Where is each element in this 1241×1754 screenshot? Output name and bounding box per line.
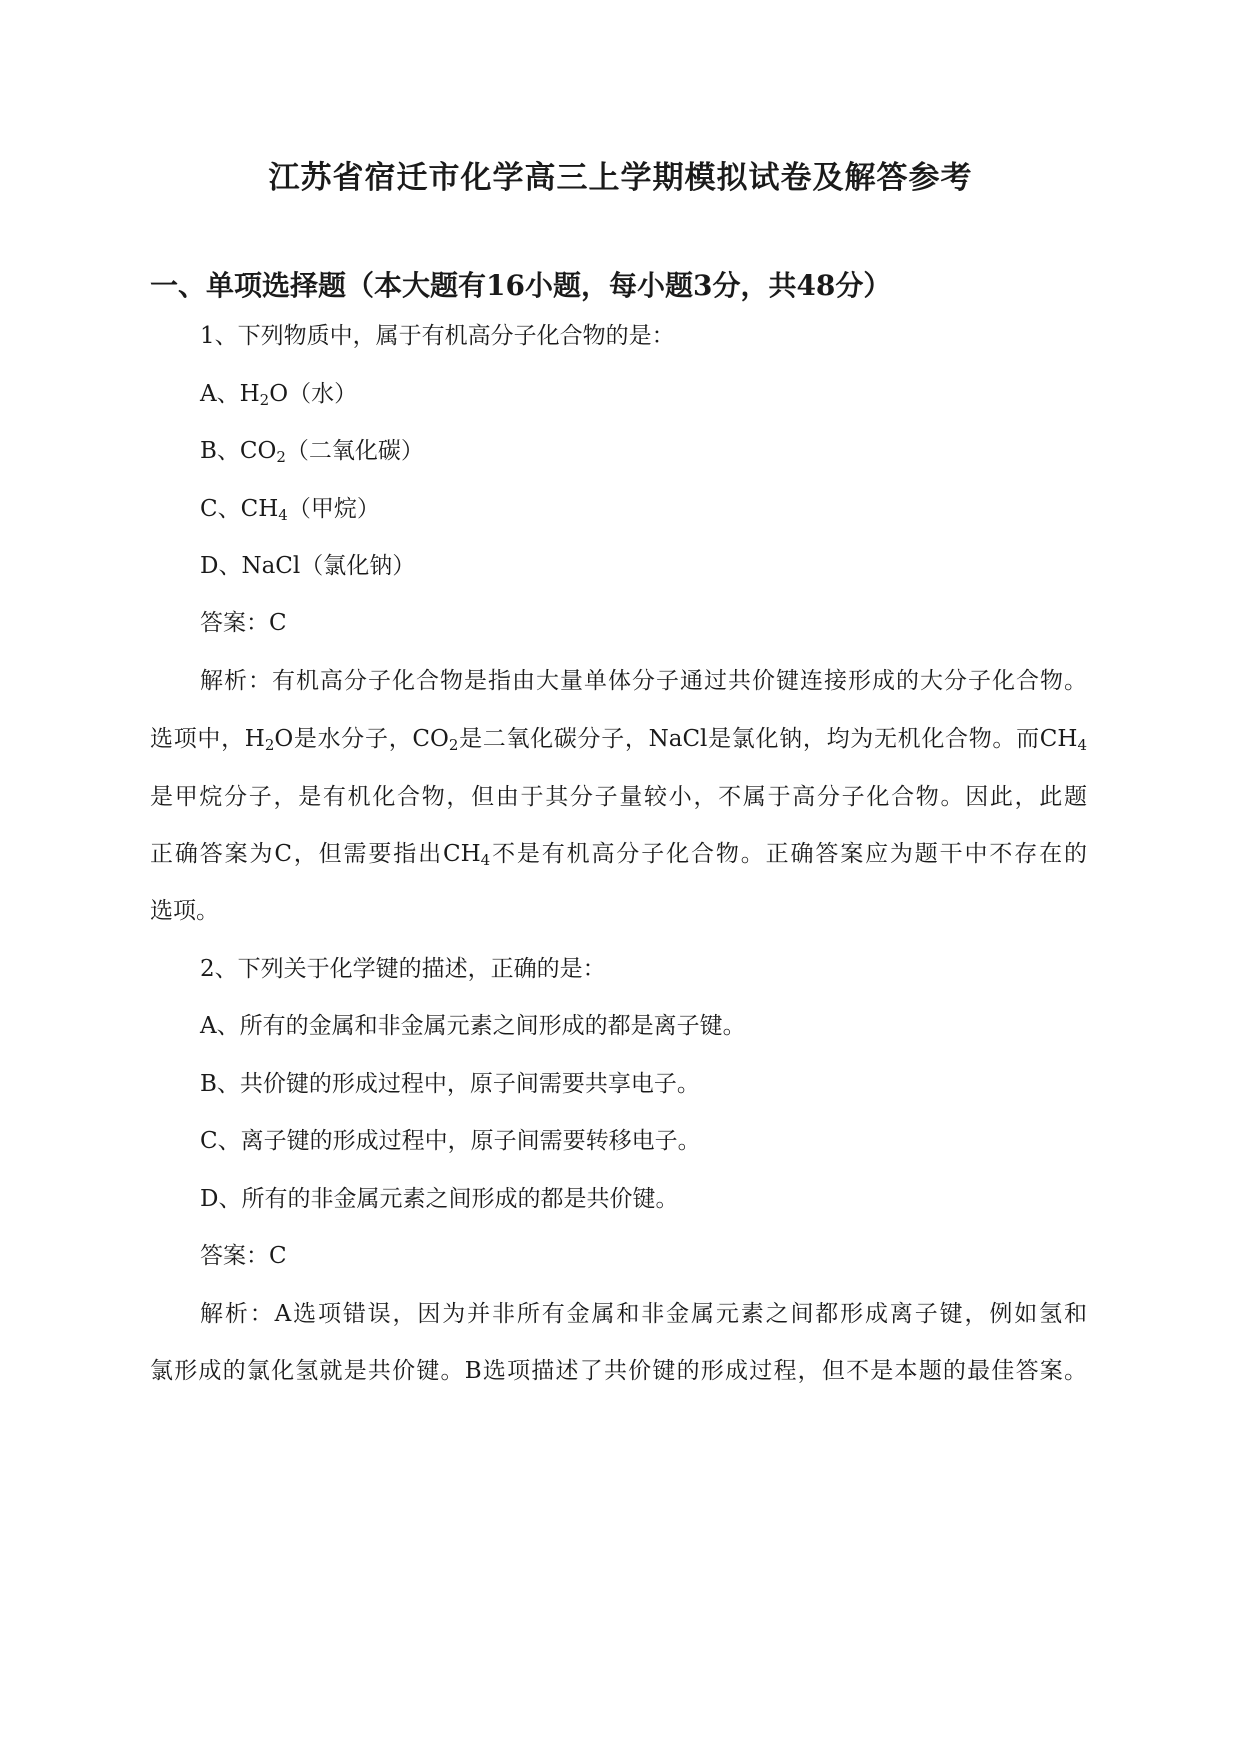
section-heading: 一、单项选择题（本大题有16小题，每小题3分，共48分） [150,269,892,302]
question-1-option-a: A、$H_2O$（水） [200,381,358,409]
question-2-stem: 2、下列关于化学键的描述，正确的是： [200,956,606,982]
question-2-option-b: B、共价键的形成过程中，原子间需要共享电子。 [200,1071,700,1097]
question-2-explanation-line-1: 解析：A选项错误，因为并非所有金属和非金属元素之间都形成离子键，例如氢和 [200,1301,1087,1327]
question-1-option-c: C、$CH_4$（甲烷） [200,496,380,524]
question-1-explanation-line-5: 选项。 [150,898,219,924]
question-1-answer: 答案：C [200,610,287,636]
question-1-explanation-line-2: 选项中，$H_2O$是水分子，$CO_2$是二氧化碳分子，NaCl是氯化钠，均为无机化合物。而$CH_4$ [150,726,1087,754]
question-1-explanation-line-4: 正确答案为C，但需要指出$CH_4$不是有机高分子化合物。正确答案应为题干中不存在的 [150,841,1087,869]
question-1-explanation-line-1: 解析：有机高分子化合物是指由大量单体分子通过共价键连接形成的大分子化合物。 [200,668,1087,694]
question-1-option-b: B、$CO_2$（二氧化碳） [200,438,424,466]
question-2-explanation-line-2: 氯形成的氯化氢就是共价键。B选项描述了共价键的形成过程，但不是本题的最佳答案。 [150,1358,1087,1384]
question-1-explanation-line-3: 是甲烷分子，是有机化合物，但由于其分子量较小，不属于高分子化合物。因此，此题 [150,784,1087,810]
document-title: 江苏省宿迁市化学高三上学期模拟试卷及解答参考 [268,160,973,196]
question-2-option-d: D、所有的非金属元素之间形成的都是共价键。 [200,1186,679,1212]
question-2-answer: 答案：C [200,1243,287,1269]
question-2-option-c: C、离子键的形成过程中，原子间需要转移电子。 [200,1128,701,1154]
question-1-option-d: D、NaCl（氯化钠） [200,553,416,579]
question-1-stem: 1、下列物质中，属于有机高分子化合物的是： [200,323,675,349]
question-2-option-a: A、所有的金属和非金属元素之间形成的都是离子键。 [200,1013,746,1039]
